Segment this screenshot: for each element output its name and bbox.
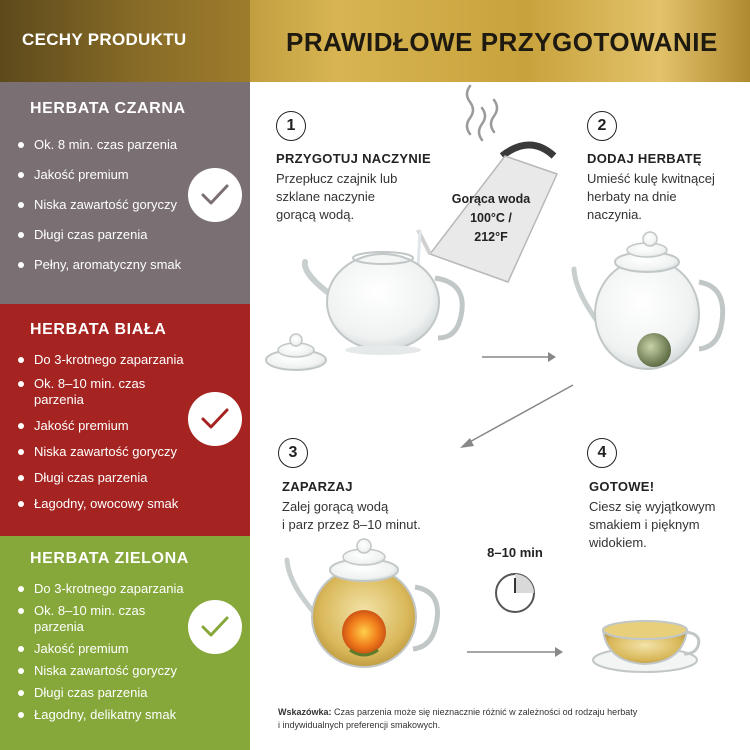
steam-icon [467,86,497,140]
illustrations-layer [250,82,750,750]
list-item: Ok. 8–10 min. czas parzenia [18,376,198,408]
timer-label: 8–10 min [487,545,543,560]
kettle-tag-line: 212°F [474,230,508,244]
list-item: Niska zawartość goryczy [18,444,198,460]
teacup-icon [593,621,699,672]
features-title: CECHY PRODUKTU [22,30,187,49]
list-item: Długi czas parzenia [18,227,181,243]
panel-title: HERBATA CZARNA [30,100,186,117]
checkmark-icon [188,392,242,446]
panel-title: HERBATA BIAŁA [30,321,167,338]
tip-label: Wskazówka: [278,707,332,717]
list-item: Niska zawartość goryczy [18,197,181,213]
list-item: Długi czas parzenia [18,685,198,701]
panel-green-tea [0,536,250,750]
header-banner [0,0,750,82]
step-4-text-line: Ciesz się wyjątkowym [589,499,716,514]
step-4-text-line: smakiem i pięknym [589,517,700,532]
teapot-with-tea-ball-icon [574,232,723,369]
step-4-text-line: widokiem. [589,535,647,550]
step-2-text-line: naczynia. [587,207,642,222]
list-item: Łagodny, delikatny smak [18,707,198,723]
preparation-title: PRAWIDŁOWE PRZYGOTOWANIE [286,27,718,57]
panel-white-tea [0,304,250,536]
kettle-tag-line: 100°C / [470,211,512,225]
checkmark-icon [188,600,242,654]
arrow-right-icon [467,647,563,657]
tea-ball-icon [637,333,671,367]
step-3-text-line: Zalej gorącą wodą [282,499,389,514]
list-item: Ok. 8–10 min. czas parzenia [18,603,198,635]
step-1-number: 1 [276,111,306,141]
step-2-title: DODAJ HERBATĘ [587,151,702,166]
step-3-title: ZAPARZAJ [282,479,353,494]
empty-teapot-icon [305,252,462,355]
brewing-teapot-icon [287,539,438,667]
feature-list [18,137,181,273]
tip-note [278,706,718,732]
step-2-text-line: Umieść kulę kwitnącej [587,171,715,186]
kettle-tag-line: Gorąca woda [451,192,531,206]
list-item: Niska zawartość goryczy [18,663,198,679]
feature-list [18,581,198,723]
panel-black-tea [0,82,250,304]
panel-title: HERBATA ZIELONA [30,550,189,567]
step-1-title: PRZYGOTUJ NACZYNIE [276,151,431,166]
list-item: Łagodny, owocowy smak [18,496,198,512]
blooming-flower-icon [342,610,386,654]
checkmark-icon [188,168,242,222]
tip-text-2: i indywidualnych preferencji smakowych. [278,720,441,730]
step-2-number: 2 [587,111,617,141]
list-item: Do 3-krotnego zaparzania [18,581,198,597]
step-4-title: GOTOWE! [589,479,655,494]
arrow-down-left-icon [460,385,573,448]
step-3-number: 3 [278,438,308,468]
step-2-text-line: herbaty na dnie [587,189,677,204]
teapot-lid-icon [266,334,326,370]
list-item: Jakość premium [18,167,181,183]
step-1-text-line: gorącą wodą. [276,207,355,222]
arrow-right-icon [482,352,556,362]
step-1-text-line: szklane naczynie [276,189,375,204]
list-item: Pełny, aromatyczny smak [18,257,181,273]
feature-list [18,352,198,512]
step-4-number: 4 [587,438,617,468]
list-item: Jakość premium [18,418,198,434]
step-3-text-line: i parz przez 8–10 minut. [282,517,421,532]
list-item: Długi czas parzenia [18,470,198,486]
tip-text: Czas parzenia może się nieznacznie różnić w zależności od rodzaju herbaty [334,707,638,717]
step-1-text-line: Przepłucz czajnik lub [276,171,398,186]
list-item: Jakość premium [18,641,198,657]
timer-icon [496,574,534,612]
list-item: Ok. 8 min. czas parzenia [18,137,181,153]
list-item: Do 3-krotnego zaparzania [18,352,198,368]
